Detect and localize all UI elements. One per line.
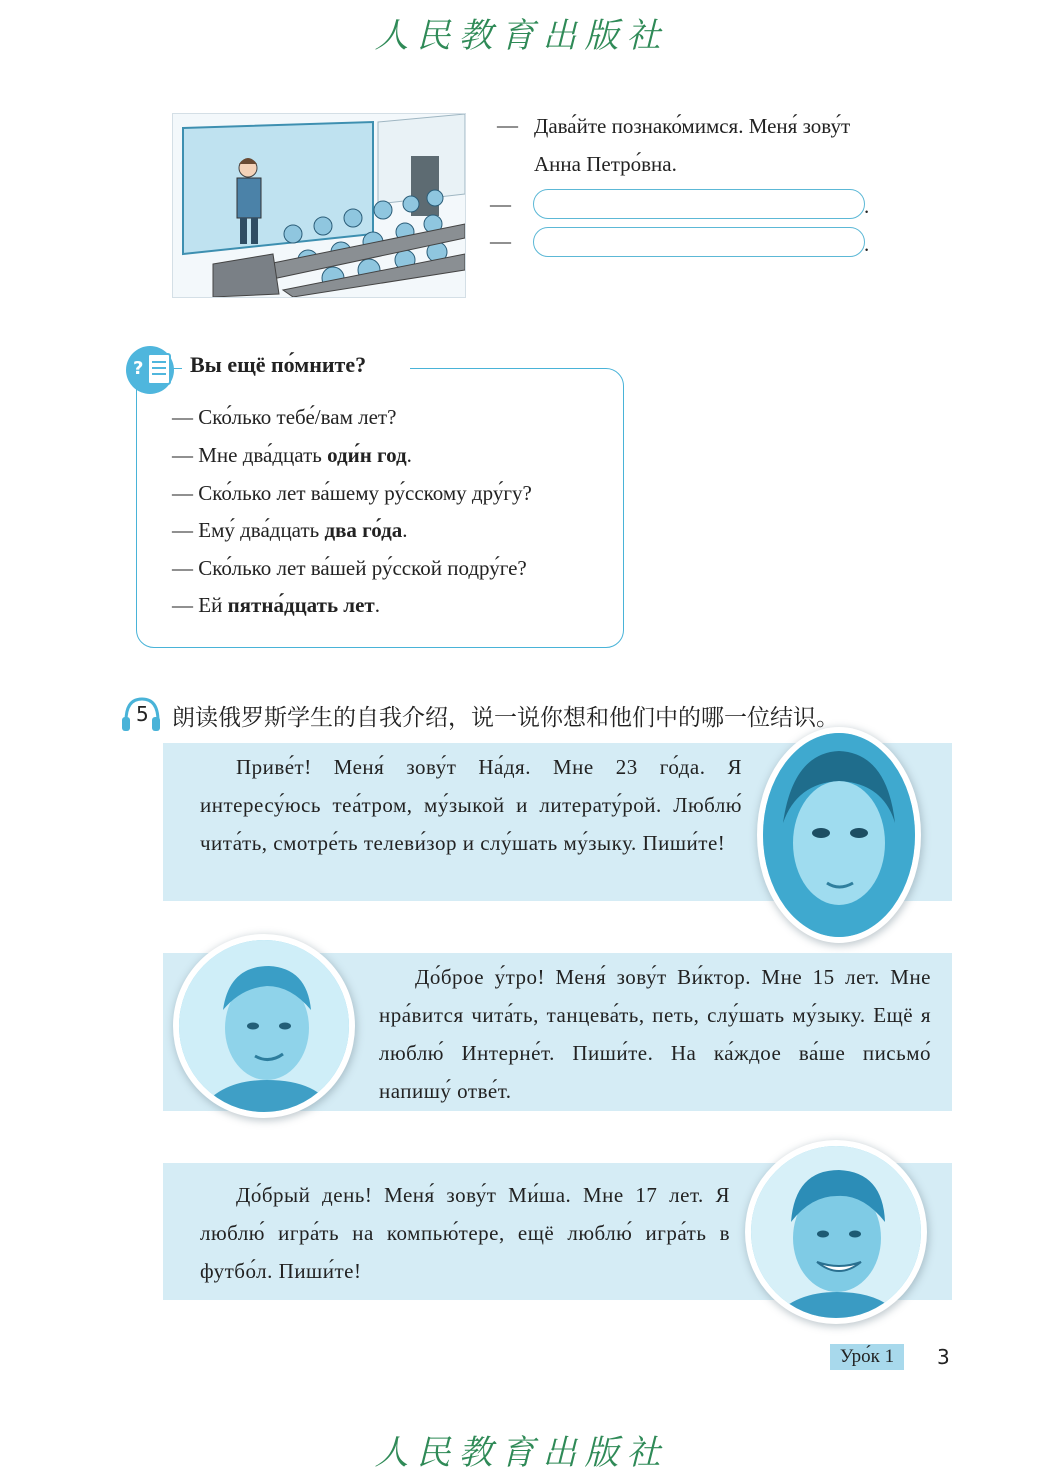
answer-blank-2[interactable] bbox=[533, 227, 865, 257]
remember-title: Вы ещё по́мните? bbox=[190, 352, 367, 377]
publisher-logo-header: 人民教育出版社 bbox=[374, 16, 669, 56]
portrait-misha bbox=[751, 1146, 921, 1318]
remember-line-2: — Мне два́дцать оди́н год. bbox=[172, 443, 412, 467]
dialog-line-1: Дава́йте познако́мимся. Меня́ зову́т bbox=[534, 114, 851, 138]
profile-text-1: Приве́т! Меня́ зову́т На́дя. Мне 23 го́да. Я интересу́юсь теа́тром, му́зыкой и литерату́рой. Люблю́ чита́ть, смотре́ть телеви́зор и слу́шать му́зыку. Пиши́те! bbox=[200, 755, 742, 855]
profile-text-3: До́брый день! Меня́ зову́т Ми́ша. Мне 17 лет. Я люблю́ игра́ть на компью́тере, ещё люблю́ игра́ть в футбо́л. Пиши́те! bbox=[200, 1183, 730, 1283]
remember-line-5: — Ско́лько лет ва́шей ру́сской подру́ге? bbox=[172, 556, 527, 580]
dialog-line-2: Анна Петро́вна. bbox=[534, 152, 677, 176]
page-number: 3 bbox=[937, 1345, 950, 1369]
profile-text-2: До́брое у́тро! Меня́ зову́т Ви́ктор. Мне 15 лет. Мне нра́вится чита́ть, танцева́ть, петь, слу́шать му́зыку. Ещё я люблю́ Интерне́т. Пиши́те. На ка́ждое ва́ше письмо́ напишу́ отве́т. bbox=[379, 965, 931, 1103]
question-book-icon bbox=[124, 342, 180, 398]
dialog-dash-1: — bbox=[497, 113, 518, 137]
svg-text:?: ? bbox=[133, 358, 144, 379]
dialog-dash-2: — bbox=[490, 192, 511, 216]
portrait-nadya bbox=[763, 733, 915, 937]
remember-line-3: — Ско́лько лет ва́шему ру́сскому дру́гу? bbox=[172, 481, 532, 505]
exercise-title: 朗读俄罗斯学生的自我介绍，说一说你想和他们中的哪一位结识。 bbox=[172, 705, 839, 731]
dialog-dash-3: — bbox=[490, 229, 511, 253]
lesson-tag: Уро́к 1 bbox=[830, 1344, 904, 1370]
remember-line-4: — Ему́ два́дцать два го́да. bbox=[172, 518, 408, 542]
portrait-viktor bbox=[179, 940, 349, 1112]
exercise-number: 5 bbox=[136, 702, 149, 726]
classroom-illustration bbox=[172, 113, 466, 298]
answer-dot-2: . bbox=[864, 232, 870, 256]
answer-dot-1: . bbox=[864, 194, 870, 218]
remember-line-6: — Ей пятна́дцать лет. bbox=[172, 593, 380, 617]
answer-blank-1[interactable] bbox=[533, 189, 865, 219]
remember-line-1: — Ско́лько тебе́/вам лет? bbox=[172, 405, 397, 429]
publisher-logo-footer: 人民教育出版社 bbox=[374, 1433, 669, 1473]
